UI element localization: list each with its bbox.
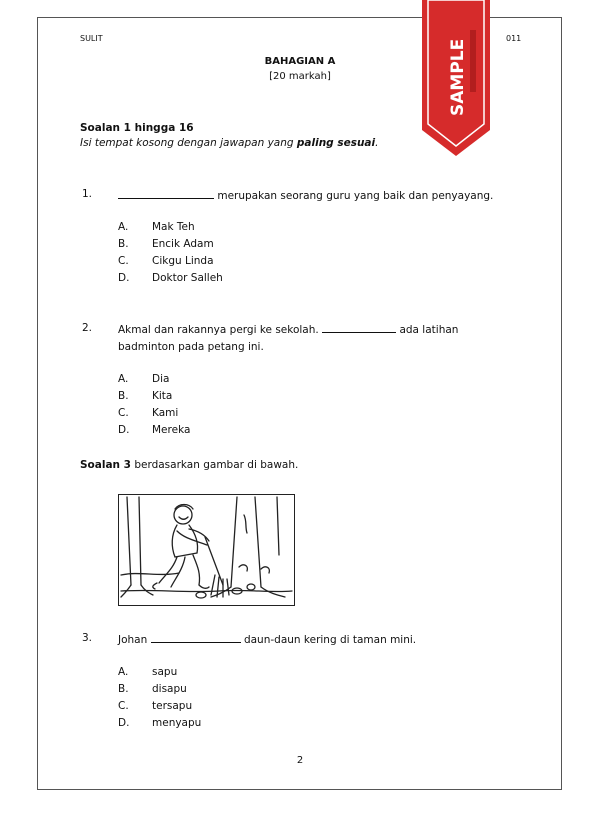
q3-option-b-letter: B. [118,683,129,695]
q3-text: Johan daun-daun kering di taman mini. [118,634,417,646]
header-sulit: SULIT [80,34,103,43]
q2-option-a: Dia [152,373,170,385]
q1-number: 1. [82,188,93,200]
section-title: BAHAGIAN A [264,56,336,67]
q2-option-a-letter: A. [118,373,129,385]
q1-option-d-letter: D. [118,272,130,284]
q1-option-c-letter: C. [118,255,129,267]
q1-option-a: Mak Teh [152,221,195,233]
q2-option-c-letter: C. [118,407,129,419]
q1-option-a-letter: A. [118,221,129,233]
q2-option-b-letter: B. [118,390,129,402]
ribbon-label: SAMPLE [448,38,468,116]
q3-option-a: sapu [152,666,178,678]
q3-option-d-letter: D. [118,717,130,729]
q3-option-b: disapu [152,683,187,695]
q1-option-c: Cikgu Linda [152,255,214,267]
q3-option-c: tersapu [152,700,193,712]
q2-number: 2. [82,322,93,334]
q2-option-c: Kami [152,407,179,419]
q3-blank [151,632,241,643]
q2-option-d-letter: D. [118,424,130,436]
page-number: 2 [296,755,304,766]
q3-option-d: menyapu [152,717,202,729]
q1-blank [118,188,214,199]
q2-text-line1: Akmal dan rakannya pergi ke sekolah. ada latihan [118,324,459,336]
header-code: 011 [506,34,522,43]
q2-option-b: Kita [152,390,173,402]
q2-text-line2: badminton pada petang ini. [118,341,264,353]
q1-option-b-letter: B. [118,238,129,250]
q3-option-a-letter: A. [118,666,129,678]
q1-option-d: Doktor Salleh [152,272,223,284]
q3-intro: Soalan 3 berdasarkan gambar di bawah. [80,459,299,471]
instructions-heading: Soalan 1 hingga 16 [80,122,194,134]
q3-option-c-letter: C. [118,700,129,712]
section-marks: [20 markah] [269,71,331,82]
boy-sweeping-picture [118,494,295,606]
q3-number: 3. [82,632,93,644]
q1-option-b: Encik Adam [152,238,214,250]
instructions-text: Isi tempat kosong dengan jawapan yang paling sesuai. [80,137,379,149]
q1-text: merupakan seorang guru yang baik dan penyayang. [118,188,493,202]
q2-blank [322,322,396,333]
q2-option-d: Mereka [152,424,191,436]
